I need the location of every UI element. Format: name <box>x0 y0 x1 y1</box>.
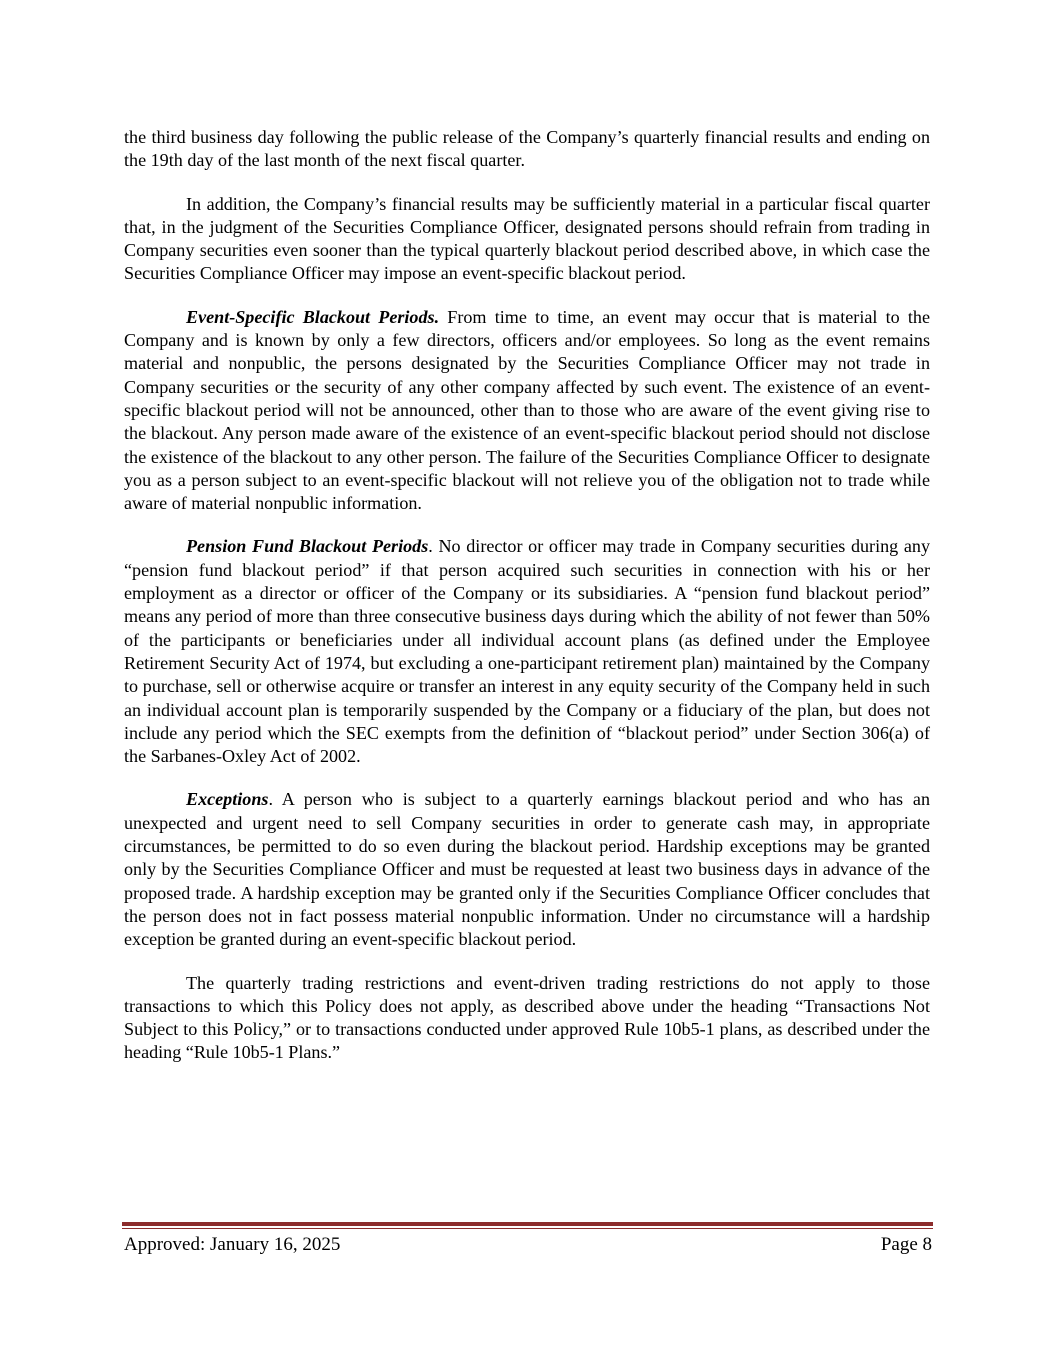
footer-divider-thick <box>122 1222 933 1226</box>
paragraph-exceptions <box>124 788 930 951</box>
paragraph-text: . No director or officer may trade in Company securities during any “pension fund blackout period” if that person acquired such securities in connection with his or her employment as a director or officer of the Company or its subsidiaries. A “pension fund blackout period” means any period of more than three consecutive business days during which the ability of not fewer than 50% of the participants or beneficiaries under all individual account plans (as defined under the Employee Retirement Security Act of 1974, but excluding a one-participant retirement plan) maintained by the Company to purchase, sell or otherwise acquire or transfer an interest in any equity security of the Company held in such an individual account plan is temporarily suspended by the Company or a fiduciary of the plan, but does not include any period which the SEC exempts from the definition of “blackout period” under Section 306(a) of the Sarbanes-Oxley Act of 2002. <box>124 536 930 767</box>
approval-date: Approved: January 16, 2025 <box>124 1234 341 1255</box>
paragraph-text: In addition, the Company’s financial results may be sufficiently material in a particular fiscal quarter that, in the judgment of the Securities Compliance Officer, designated persons should refrain from trading in Company securities even sooner than the typical quarterly blackout period described above, in which case the Securities Compliance Officer may impose an event-specific blackout period. <box>124 193 930 284</box>
paragraph-financial-results <box>124 193 930 286</box>
paragraph-event-specific-blackout <box>124 306 930 516</box>
section-heading-pension-fund: Pension Fund Blackout Periods <box>186 536 429 557</box>
paragraph-restrictions-scope <box>124 972 930 1065</box>
page-footer <box>124 1233 932 1257</box>
paragraph-pension-fund-blackout <box>124 535 930 768</box>
footer-divider-thin <box>122 1228 933 1229</box>
document-body <box>124 126 930 1065</box>
section-heading-exceptions: Exceptions <box>186 789 269 810</box>
paragraph-blackout-continuation <box>124 126 930 173</box>
paragraph-text: . A person who is subject to a quarterly earnings blackout period and who has an unexpected and urgent need to sell Company securities in order to generate cash may, in appropriate circumstances, be permitted to do so even during the blackout period. Hardship exceptions may be granted only by the Securities Compliance Officer and must be requested at least two business days in advance of the proposed trade. A hardship exception may be granted only if the Securities Compliance Officer concludes that the person does not in fact possess material nonpublic information. Under no circumstance will a hardship exception be granted during an event-specific blackout period. <box>124 789 930 950</box>
paragraph-text: the third business day following the public release of the Company’s quarterly financial results and ending on the 19th day of the last month of the next fiscal quarter. <box>124 127 930 171</box>
paragraph-text: The quarterly trading restrictions and event-driven trading restrictions do not apply to those transactions to which this Policy does not apply, as described above under the heading “Transactions Not Subject to this Policy,” or to transactions conducted under approved Rule 10b5-1 plans, as described under the heading “Rule 10b5-1 Plans.” <box>124 972 930 1063</box>
section-heading-event-specific: Event-Specific Blackout Periods. <box>186 306 440 327</box>
page-number: Page 8 <box>880 1234 932 1255</box>
paragraph-text: From time to time, an event may occur that is material to the Company and is known by only a few directors, officers and/or employees. So long as the event remains material and nonpublic, the persons designated by the Securities Compliance Officer may not trade in Company securities or the security of any other company affected by such event. The existence of an event-specific blackout period will not be announced, other than to those who are aware of the event giving rise to the blackout. Any person made aware of the existence of an event-specific blackout period should not disclose the existence of the blackout to any other person. The failure of the Securities Compliance Officer to designate you as a person subject to an event-specific blackout will not relieve you of the obligation not to trade while aware of material nonpublic information. <box>124 306 930 514</box>
